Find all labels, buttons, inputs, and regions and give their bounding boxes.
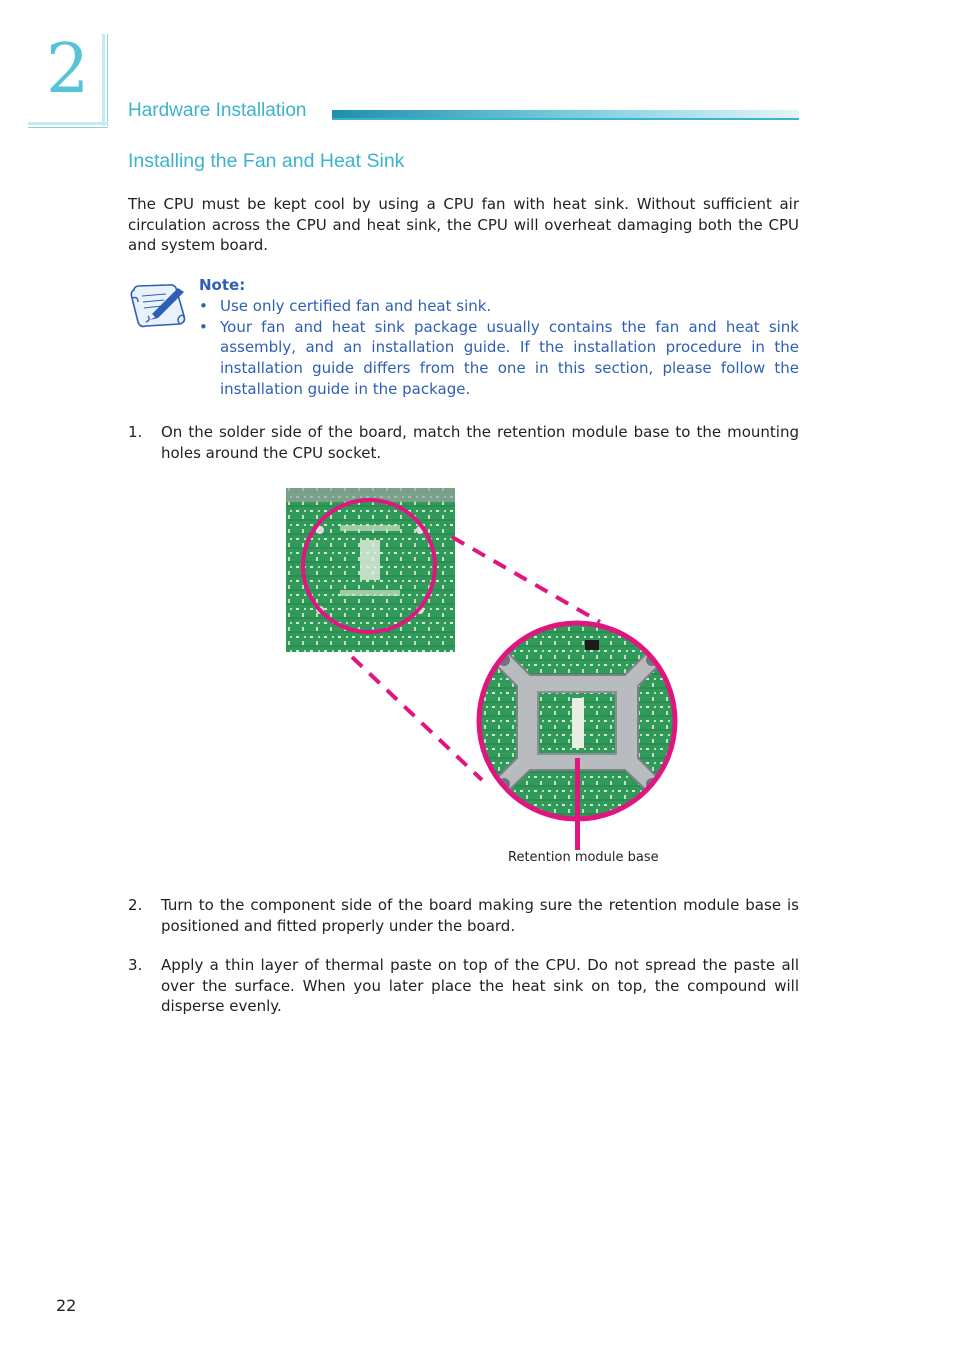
retention-module-figure xyxy=(280,480,700,850)
header-gradient-bar xyxy=(332,110,799,120)
step-text: On the solder side of the board, match the retention module base to the mounting holes around the CPU socket. xyxy=(161,423,799,462)
bullet-icon: • xyxy=(199,296,208,315)
connector-line-bottom xyxy=(352,657,482,780)
step-number: 1. xyxy=(128,423,143,441)
connector-line-top xyxy=(452,537,600,622)
chapter-frame-horizontal xyxy=(28,122,108,125)
bullet-icon: • xyxy=(199,317,208,336)
chapter-frame-vertical-line xyxy=(107,34,108,126)
note-scroll-icon xyxy=(128,280,192,332)
chapter-title: Hardware Installation xyxy=(128,100,307,121)
step-1 xyxy=(128,422,799,463)
note-item-text: Your fan and heat sink package usually contains the fan and heat sink assembly, and an installation guide. If the installation procedure in the installation guide differs from the one in this section, please follow the installation guide in the package. xyxy=(220,317,799,398)
note-item-text: Use only certified fan and heat sink. xyxy=(220,296,492,315)
chapter-frame-horizontal-line xyxy=(28,127,108,128)
step-3 xyxy=(128,955,799,1017)
intro-paragraph: The CPU must be kept cool by using a CPU fan with heat sink. Without sufficient air circulation across the CPU and heat sink, the CPU will overheat damaging both the CPU and system board. xyxy=(128,195,799,254)
board-photo xyxy=(286,488,455,652)
step-number: 2. xyxy=(128,896,143,914)
step-number: 3. xyxy=(128,956,143,974)
pointer-line xyxy=(575,758,580,850)
figure-caption: Retention module base xyxy=(508,850,659,865)
chapter-frame-vertical xyxy=(102,34,105,126)
step-2 xyxy=(128,895,799,936)
note-item xyxy=(199,317,799,400)
note-block xyxy=(199,275,799,400)
step-text: Apply a thin layer of thermal paste on top of the CPU. Do not spread the paste all over the surface. When you later place the heat sink on top, the compound will disperse evenly. xyxy=(161,956,799,1015)
step-text: Turn to the component side of the board making sure the retention module base is positioned and fitted properly under the board. xyxy=(161,896,799,935)
chapter-number: 2 xyxy=(46,30,90,109)
zoomed-retention-module xyxy=(475,620,685,850)
section-title: Installing the Fan and Heat Sink xyxy=(128,150,405,172)
note-item xyxy=(199,296,799,317)
note-title: Note: xyxy=(199,276,246,294)
page-number: 22 xyxy=(56,1296,77,1315)
